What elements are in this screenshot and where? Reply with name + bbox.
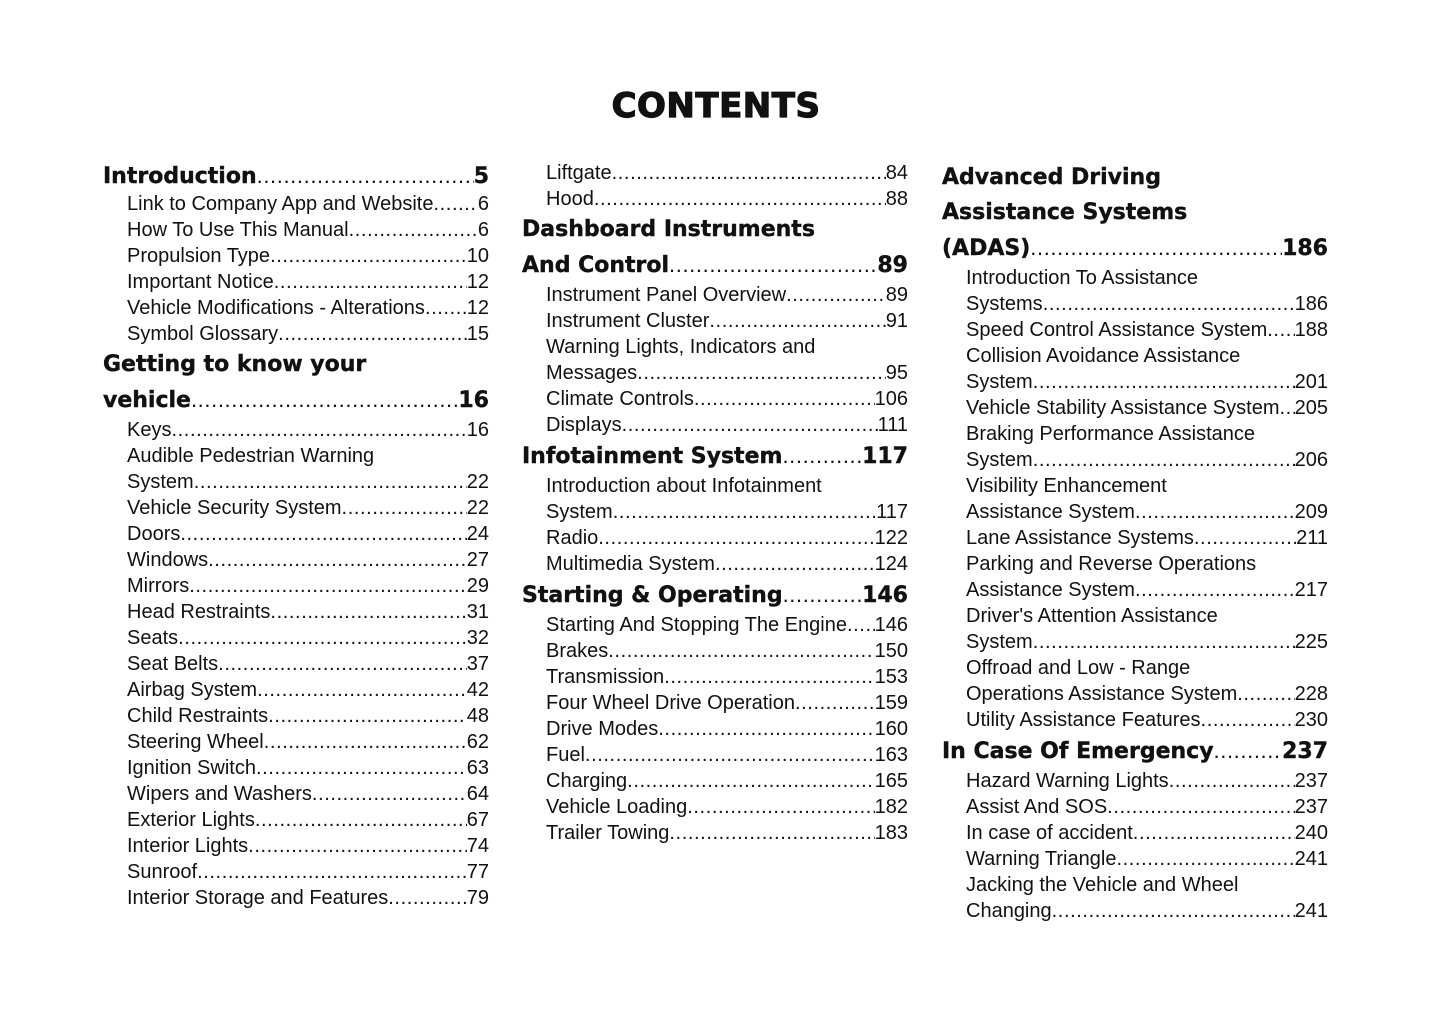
dot-leader: [255, 807, 467, 833]
toc-entry-title: Collision Avoidance Assistance: [966, 345, 1241, 367]
toc-page-number: 182: [874, 796, 908, 818]
toc-entry-title: Advanced Driving: [942, 165, 1161, 190]
toc-entry: [942, 794, 1328, 820]
toc-entry: [522, 664, 908, 690]
dot-leader: [189, 573, 467, 599]
toc-page-number: 165: [874, 770, 908, 792]
toc-entry: [522, 499, 908, 525]
toc-page-number: 37: [466, 653, 489, 675]
dot-leader: [257, 677, 467, 703]
dot-leader: [1030, 230, 1282, 265]
toc-entry: [103, 217, 489, 243]
toc-entry-label-line: [942, 872, 1328, 898]
toc-page-number: 12: [466, 297, 489, 319]
dot-leader: [274, 269, 467, 295]
toc-page-number: 206: [1294, 449, 1328, 471]
toc-page-number: 62: [466, 731, 489, 753]
toc-page-number: 188: [1294, 319, 1328, 341]
dot-leader: [1107, 794, 1294, 820]
toc-entry-title: Assistance System: [966, 501, 1135, 523]
dot-leader: [1135, 499, 1295, 525]
dot-leader: [194, 469, 467, 495]
toc-entry-title: Audible Pedestrian Warning: [127, 445, 375, 467]
toc-page-number: 146: [874, 614, 908, 636]
toc-entry-title: Messages: [546, 362, 638, 384]
toc-entry-title: Vehicle Loading: [546, 796, 688, 818]
dot-leader: [1033, 447, 1295, 473]
dot-leader: [270, 599, 466, 625]
toc-entry-title: Wipers and Washers: [127, 783, 312, 805]
toc-page-number: 117: [862, 444, 908, 469]
toc-entry-title: Assist And SOS: [966, 796, 1108, 818]
toc-entry-title: In Case Of Emergency: [942, 739, 1214, 764]
toc-entry-title: How To Use This Manual: [127, 219, 349, 241]
toc-entry: [942, 291, 1328, 317]
toc-page-number: 79: [466, 887, 489, 909]
dot-leader: [1237, 681, 1294, 707]
toc-entry-title: Doors: [127, 523, 181, 545]
toc-page-number: 205: [1294, 397, 1328, 419]
toc-page-number: 22: [466, 497, 489, 519]
dot-leader: [1279, 395, 1294, 421]
toc-entry: [103, 859, 489, 885]
dot-leader: [180, 521, 466, 547]
toc-entry-title: Hood: [546, 188, 594, 210]
dot-leader: [208, 547, 467, 573]
toc-column-1: [103, 160, 489, 911]
toc-entry: [103, 625, 489, 651]
toc-page-number: 241: [1294, 848, 1328, 870]
toc-entry: [522, 794, 908, 820]
toc-entry: [103, 833, 489, 859]
dot-leader: [278, 321, 467, 347]
toc-page-number: 124: [874, 553, 908, 575]
toc-entry-title: Warning Triangle: [966, 848, 1117, 870]
dot-leader: [1052, 898, 1295, 924]
toc-entry: [522, 768, 908, 794]
dot-leader: [1033, 369, 1295, 395]
toc-entry-title: System: [546, 501, 613, 523]
toc-entry: [103, 885, 489, 911]
toc-page-number: 186: [1294, 293, 1328, 315]
toc-entry-title: Displays: [546, 414, 622, 436]
toc-entry: [103, 547, 489, 573]
toc-entry-title: Assistance Systems: [942, 200, 1188, 225]
toc-entry-title: Interior Storage and Features: [127, 887, 389, 909]
toc-page-number: 240: [1294, 822, 1328, 844]
dot-leader: [1169, 768, 1295, 794]
toc-entry: [522, 820, 908, 846]
toc-page-number: 95: [885, 362, 908, 384]
toc-page-number: 211: [1296, 527, 1328, 549]
dot-leader: [1201, 707, 1295, 733]
toc-entry: [522, 386, 908, 412]
toc-entry-title: Getting to know your: [103, 352, 367, 377]
toc-page-number: 159: [874, 692, 908, 714]
toc-entry-title: Lane Assistance Systems: [966, 527, 1194, 549]
dot-leader: [786, 282, 886, 308]
dot-leader: [709, 308, 885, 334]
toc-page-number: 230: [1294, 709, 1328, 731]
toc-page-number: 150: [874, 640, 908, 662]
toc-page-number: 91: [885, 310, 908, 332]
toc-entry: [103, 269, 489, 295]
toc-entry-title: Interior Lights: [127, 835, 249, 857]
toc-entry-title: Windows: [127, 549, 209, 571]
toc-entry-title: Infotainment System: [522, 444, 783, 469]
toc-section-heading: [942, 230, 1328, 265]
toc-section-heading: [103, 347, 489, 382]
toc-entry: [942, 629, 1328, 655]
dot-leader: [248, 833, 467, 859]
toc-entry: [942, 898, 1328, 924]
toc-page-number: 48: [466, 705, 489, 727]
dot-leader: [598, 525, 874, 551]
toc-page-number: 15: [466, 323, 489, 345]
toc-entry-title: Mirrors: [127, 575, 190, 597]
toc-entry-title: Visibility Enhancement: [966, 475, 1167, 497]
toc-entry-label-line: [942, 343, 1328, 369]
dot-leader: [627, 768, 874, 794]
toc-entry: [103, 573, 489, 599]
toc-entry-title: Jacking the Vehicle and Wheel: [966, 874, 1239, 896]
toc-entry: [942, 820, 1328, 846]
toc-entry-title: Seats: [127, 627, 179, 649]
dot-leader: [1133, 820, 1295, 846]
toc-entry: [522, 186, 908, 212]
toc-entry-label-line: [522, 473, 908, 499]
toc-entry: [522, 638, 908, 664]
toc-entry: [522, 412, 908, 438]
toc-entry-title: System: [966, 371, 1033, 393]
toc-entry: [522, 690, 908, 716]
toc-entry-title: Introduction To Assistance: [966, 267, 1198, 289]
toc-entry-title: Starting And Stopping The Engine: [546, 614, 847, 636]
toc-page-number: 5: [473, 164, 489, 189]
toc-page-number: 237: [1282, 739, 1328, 764]
toc-entry-title: System: [966, 631, 1033, 653]
toc-entry: [942, 395, 1328, 421]
toc-entry: [103, 755, 489, 781]
toc-entry-title: Head Restraints: [127, 601, 271, 623]
toc-page-number: 160: [874, 718, 908, 740]
dot-leader: [594, 186, 886, 212]
toc-section-heading: [942, 733, 1328, 768]
toc-entry-title: System: [966, 449, 1033, 471]
toc-entry-label-line: [942, 655, 1328, 681]
toc-entry-title: Climate Controls: [546, 388, 694, 410]
toc-entry-title: Parking and Reverse Operations: [966, 553, 1257, 575]
toc-page-number: 24: [466, 523, 489, 545]
toc-page-number: 42: [466, 679, 489, 701]
toc-entry-title: Airbag System: [127, 679, 258, 701]
dot-leader: [388, 885, 466, 911]
toc-page-number: 237: [1294, 770, 1328, 792]
toc-page-number: 237: [1294, 796, 1328, 818]
toc-entry-title: In case of accident: [966, 822, 1133, 844]
toc-page-number: 186: [1282, 236, 1328, 261]
dot-leader: [312, 781, 467, 807]
toc-page-number: 209: [1294, 501, 1328, 523]
toc-entry-title: Assistance System: [966, 579, 1135, 601]
toc-entry: [942, 681, 1328, 707]
toc-entry-title: Instrument Cluster: [546, 310, 710, 332]
toc-entry: [942, 499, 1328, 525]
dot-leader: [669, 247, 877, 282]
dot-leader: [256, 755, 467, 781]
toc-page-number: 29: [466, 575, 489, 597]
toc-entry: [942, 317, 1328, 343]
toc-entry-title: Dashboard Instruments: [522, 217, 815, 242]
toc-entry-label-line: [942, 551, 1328, 577]
toc-entry: [942, 707, 1328, 733]
dot-leader: [1135, 577, 1295, 603]
toc-page-number: 163: [874, 744, 908, 766]
toc-entry: [103, 495, 489, 521]
toc-entry-title: Ignition Switch: [127, 757, 256, 779]
toc-entry: [103, 243, 489, 269]
toc-page-number: 111: [877, 414, 908, 436]
toc-page-number: 217: [1294, 579, 1328, 601]
toc-page-number: 6: [477, 193, 489, 215]
toc-entry-title: Brakes: [546, 640, 609, 662]
toc-section-heading: [522, 577, 908, 612]
toc-page-number: 241: [1294, 900, 1328, 922]
toc-entry: [522, 551, 908, 577]
toc-entry: [103, 703, 489, 729]
toc-entry-title: Seat Belts: [127, 653, 219, 675]
toc-entry-title: Steering Wheel: [127, 731, 264, 753]
dot-leader: [715, 551, 875, 577]
toc-page-number: 77: [466, 861, 489, 883]
dot-leader: [783, 577, 863, 612]
toc-entry: [103, 295, 489, 321]
toc-entry-title: Link to Company App and Website: [127, 193, 434, 215]
toc-entry-title: Drive Modes: [546, 718, 659, 740]
toc-entry: [103, 781, 489, 807]
toc-entry-title: Child Restraints: [127, 705, 269, 727]
dot-leader: [658, 716, 874, 742]
dot-leader: [637, 360, 886, 386]
toc-page-number: 16: [458, 388, 489, 413]
toc-entry-title: Trailer Towing: [546, 822, 670, 844]
toc-section-heading: [522, 247, 908, 282]
toc-entry-title: Exterior Lights: [127, 809, 255, 831]
toc-page-number: 106: [874, 388, 908, 410]
toc-entry: [942, 447, 1328, 473]
toc-page-number: 10: [466, 245, 489, 267]
dot-leader: [342, 495, 467, 521]
toc-page-number: 88: [885, 188, 908, 210]
toc-entry: [103, 417, 489, 443]
dot-leader: [622, 412, 878, 438]
toc-entry-title: Changing: [966, 900, 1052, 922]
toc-page-number: 84: [885, 162, 908, 184]
toc-entry-title: Symbol Glossary: [127, 323, 279, 345]
dot-leader: [1116, 846, 1294, 872]
dot-leader: [612, 160, 886, 186]
toc-page-number: 183: [874, 822, 908, 844]
toc-entry: [103, 521, 489, 547]
dot-leader: [268, 703, 467, 729]
toc-entry: [522, 282, 908, 308]
toc-entry-title: Sunroof: [127, 861, 198, 883]
dot-leader: [1194, 525, 1296, 551]
toc-entry-label-line: [942, 473, 1328, 499]
toc-entry: [103, 599, 489, 625]
toc-entry-title: Offroad and Low - Range: [966, 657, 1191, 679]
dot-leader: [349, 217, 478, 243]
dot-leader: [1214, 733, 1283, 768]
toc-entry-title: Fuel: [546, 744, 585, 766]
toc-page-number: 67: [466, 809, 489, 831]
dot-leader: [171, 417, 466, 443]
dot-leader: [425, 295, 467, 321]
toc-entry: [942, 846, 1328, 872]
toc-entry: [522, 716, 908, 742]
toc-entry-label-line: [942, 421, 1328, 447]
dot-leader: [264, 729, 467, 755]
toc-page-number: 146: [862, 583, 908, 608]
toc-entry-title: vehicle: [103, 388, 191, 413]
toc-entry-title: Hazard Warning Lights: [966, 770, 1169, 792]
toc-entry-title: (ADAS): [942, 236, 1031, 261]
toc-entry-title: Important Notice: [127, 271, 274, 293]
toc-section-heading: [942, 160, 1328, 195]
dot-leader: [1033, 629, 1295, 655]
toc-entry: [942, 525, 1328, 551]
toc-entry-label-line: [522, 334, 908, 360]
toc-entry: [103, 677, 489, 703]
toc-page-number: 12: [466, 271, 489, 293]
dot-leader: [847, 612, 875, 638]
dot-leader: [608, 638, 874, 664]
toc-entry-title: Utility Assistance Features: [966, 709, 1201, 731]
toc-section-heading: [522, 212, 908, 247]
toc-section-heading: [942, 195, 1328, 230]
toc-page-number: 22: [466, 471, 489, 493]
toc-page-number: 228: [1294, 683, 1328, 705]
toc-page-number: 89: [877, 253, 908, 278]
toc-entry: [103, 651, 489, 677]
toc-entry-title: Vehicle Modifications - Alterations: [127, 297, 425, 319]
toc-entry-label-line: [942, 265, 1328, 291]
toc-entry: [103, 321, 489, 347]
toc-column-3: [942, 160, 1328, 924]
toc-section-heading: [103, 160, 489, 191]
toc-entry-title: System: [127, 471, 194, 493]
toc-entry: [103, 191, 489, 217]
toc-page-number: 6: [477, 219, 489, 241]
toc-entry-title: Propulsion Type: [127, 245, 271, 267]
toc-entry: [103, 807, 489, 833]
toc-page-number: 117: [876, 501, 908, 523]
dot-leader: [585, 742, 875, 768]
toc-entry-title: Transmission: [546, 666, 665, 688]
dot-leader: [257, 160, 474, 191]
toc-entry-title: Radio: [546, 527, 599, 549]
toc-page-number: 31: [466, 601, 489, 623]
toc-entry-title: Warning Lights, Indicators and: [546, 336, 816, 358]
toc-entry: [103, 729, 489, 755]
toc-entry: [522, 612, 908, 638]
dot-leader: [782, 438, 862, 473]
toc-entry-title: Vehicle Security System: [127, 497, 342, 519]
dot-leader: [664, 664, 874, 690]
dot-leader: [795, 690, 875, 716]
toc-entry-title: Speed Control Assistance System: [966, 319, 1268, 341]
toc-entry: [942, 369, 1328, 395]
toc-entry-title: Braking Performance Assistance: [966, 423, 1256, 445]
toc-page-number: 16: [466, 419, 489, 441]
toc-entry-label-line: [942, 603, 1328, 629]
dot-leader: [218, 651, 467, 677]
toc-entry: [103, 469, 489, 495]
dot-leader: [669, 820, 874, 846]
page-title: CONTENTS: [611, 86, 821, 126]
toc-entry: [522, 160, 908, 186]
toc-entry-title: Driver's Attention Assistance: [966, 605, 1218, 627]
dot-leader: [1267, 317, 1294, 343]
toc-page-number: 63: [466, 757, 489, 779]
toc-entry-title: Four Wheel Drive Operation: [546, 692, 795, 714]
toc-page-number: 89: [885, 284, 908, 306]
dot-leader: [613, 499, 876, 525]
dot-leader: [191, 382, 458, 417]
dot-leader: [1043, 291, 1295, 317]
toc-entry-title: Vehicle Stability Assistance System: [966, 397, 1280, 419]
toc-entry: [522, 308, 908, 334]
toc-entry-title: Charging: [546, 770, 628, 792]
toc-entry-title: Systems: [966, 293, 1043, 315]
toc-entry-title: Introduction about Infotainment: [546, 475, 822, 497]
toc-page-number: 64: [466, 783, 489, 805]
toc-entry-title: Multimedia System: [546, 553, 715, 575]
toc-entry: [522, 525, 908, 551]
dot-leader: [270, 243, 467, 269]
toc-entry-title: Keys: [127, 419, 172, 441]
toc-page-number: 122: [874, 527, 908, 549]
toc-entry: [522, 742, 908, 768]
dot-leader: [694, 386, 875, 412]
toc-page-number: 32: [466, 627, 489, 649]
toc-entry-label-line: [103, 443, 489, 469]
toc-section-heading: [522, 438, 908, 473]
dot-leader: [178, 625, 467, 651]
toc-page-number: 27: [466, 549, 489, 571]
toc-entry-title: And Control: [522, 253, 670, 278]
dot-leader: [197, 859, 467, 885]
toc-entry: [942, 768, 1328, 794]
toc-entry-title: Starting & Operating: [522, 583, 783, 608]
toc-entry-title: Liftgate: [546, 162, 612, 184]
toc-page-number: 225: [1294, 631, 1328, 653]
dot-leader: [433, 191, 477, 217]
toc-page-number: 153: [874, 666, 908, 688]
toc-page-number: 74: [466, 835, 489, 857]
toc-column-2: [522, 160, 908, 846]
toc-entry: [522, 360, 908, 386]
toc-entry-title: Introduction: [103, 164, 257, 189]
toc-entry-title: Instrument Panel Overview: [546, 284, 787, 306]
toc-entry: [942, 577, 1328, 603]
toc-section-heading: [103, 382, 489, 417]
toc-page-number: 201: [1294, 371, 1328, 393]
toc-entry-title: Operations Assistance System: [966, 683, 1238, 705]
dot-leader: [687, 794, 874, 820]
